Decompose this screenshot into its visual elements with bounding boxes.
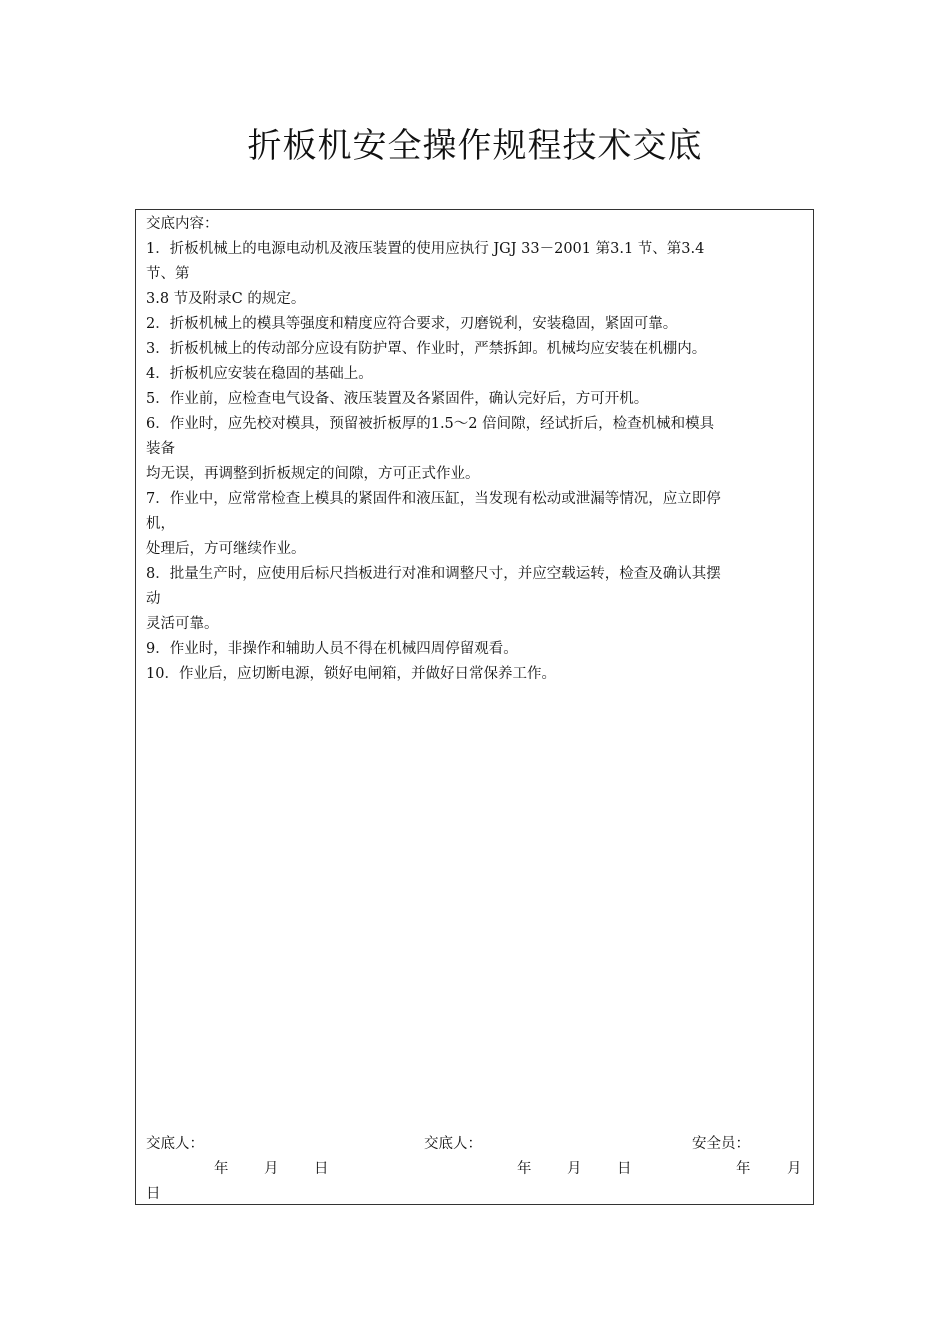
content-line: 处理后，方可继续作业。 bbox=[146, 541, 306, 557]
date-month-1: 月 bbox=[264, 1161, 279, 1177]
content-line: 10．作业后，应切断电源，锁好电闸箱，并做好日常保养工作。 bbox=[146, 666, 556, 682]
signature-area bbox=[136, 1130, 815, 1205]
content-line: 均无误，再调整到折板规定的间隙，方可正式作业。 bbox=[146, 466, 480, 482]
date-day-3: 日 bbox=[146, 1186, 161, 1202]
content-line: 9．作业时，非操作和辅助人员不得在机械四周停留观看。 bbox=[146, 641, 518, 657]
content-line: 2．折板机械上的模具等强度和精度应符合要求，刃磨锐利，安装稳固，紧固可靠。 bbox=[146, 316, 678, 332]
content-line: 7．作业中，应常常检查上模具的紧固件和液压缸，当发现有松动或泄漏等情况，应立即停 bbox=[146, 491, 721, 507]
disclosure-box bbox=[135, 209, 814, 1205]
content-line: 节、第 bbox=[146, 266, 190, 282]
recipient-label: 交底人： bbox=[424, 1136, 482, 1152]
content-line: 6．作业时，应先校对模具，预留被折板厚的1.5～2 倍间隙，经试折后，检查机械和模具 bbox=[146, 416, 715, 432]
disclosure-content bbox=[146, 212, 808, 687]
date-year-1: 年 bbox=[214, 1161, 229, 1177]
content-line: 动 bbox=[146, 591, 161, 607]
discloser-label: 交底人： bbox=[146, 1136, 204, 1152]
date-year-2: 年 bbox=[517, 1161, 532, 1177]
content-line: 8．批量生产时，应使用后标尺挡板进行对准和调整尺寸，并应空载运转，检查及确认其摆 bbox=[146, 566, 721, 582]
document-title: 折板机安全操作规程技术交底 bbox=[247, 126, 703, 166]
content-line: 4．折板机应安装在稳固的基础上。 bbox=[146, 366, 373, 382]
safety-officer-label: 安全员： bbox=[692, 1136, 750, 1152]
date-day-2: 日 bbox=[617, 1161, 632, 1177]
content-heading: 交底内容： bbox=[146, 216, 219, 232]
content-line: 灵活可靠。 bbox=[146, 616, 219, 632]
content-line: 1．折板机械上的电源电动机及液压装置的使用应执行 JGJ 33－2001 第3.1 节、第3.4 bbox=[146, 241, 705, 257]
content-line: 3．折板机械上的传动部分应设有防护罩、作业时，严禁拆卸。机械均应安装在机棚内。 bbox=[146, 341, 707, 357]
date-day-1: 日 bbox=[314, 1161, 329, 1177]
content-line: 5．作业前，应检查电气设备、液压装置及各紧固件，确认完好后，方可开机。 bbox=[146, 391, 649, 407]
content-line: 机， bbox=[146, 516, 175, 532]
date-year-3: 年 bbox=[736, 1161, 751, 1177]
content-line: 装备 bbox=[146, 441, 175, 457]
date-month-2: 月 bbox=[567, 1161, 582, 1177]
date-month-3: 月 bbox=[787, 1161, 802, 1177]
content-line: 3.8 节及附录C 的规定。 bbox=[146, 291, 306, 307]
